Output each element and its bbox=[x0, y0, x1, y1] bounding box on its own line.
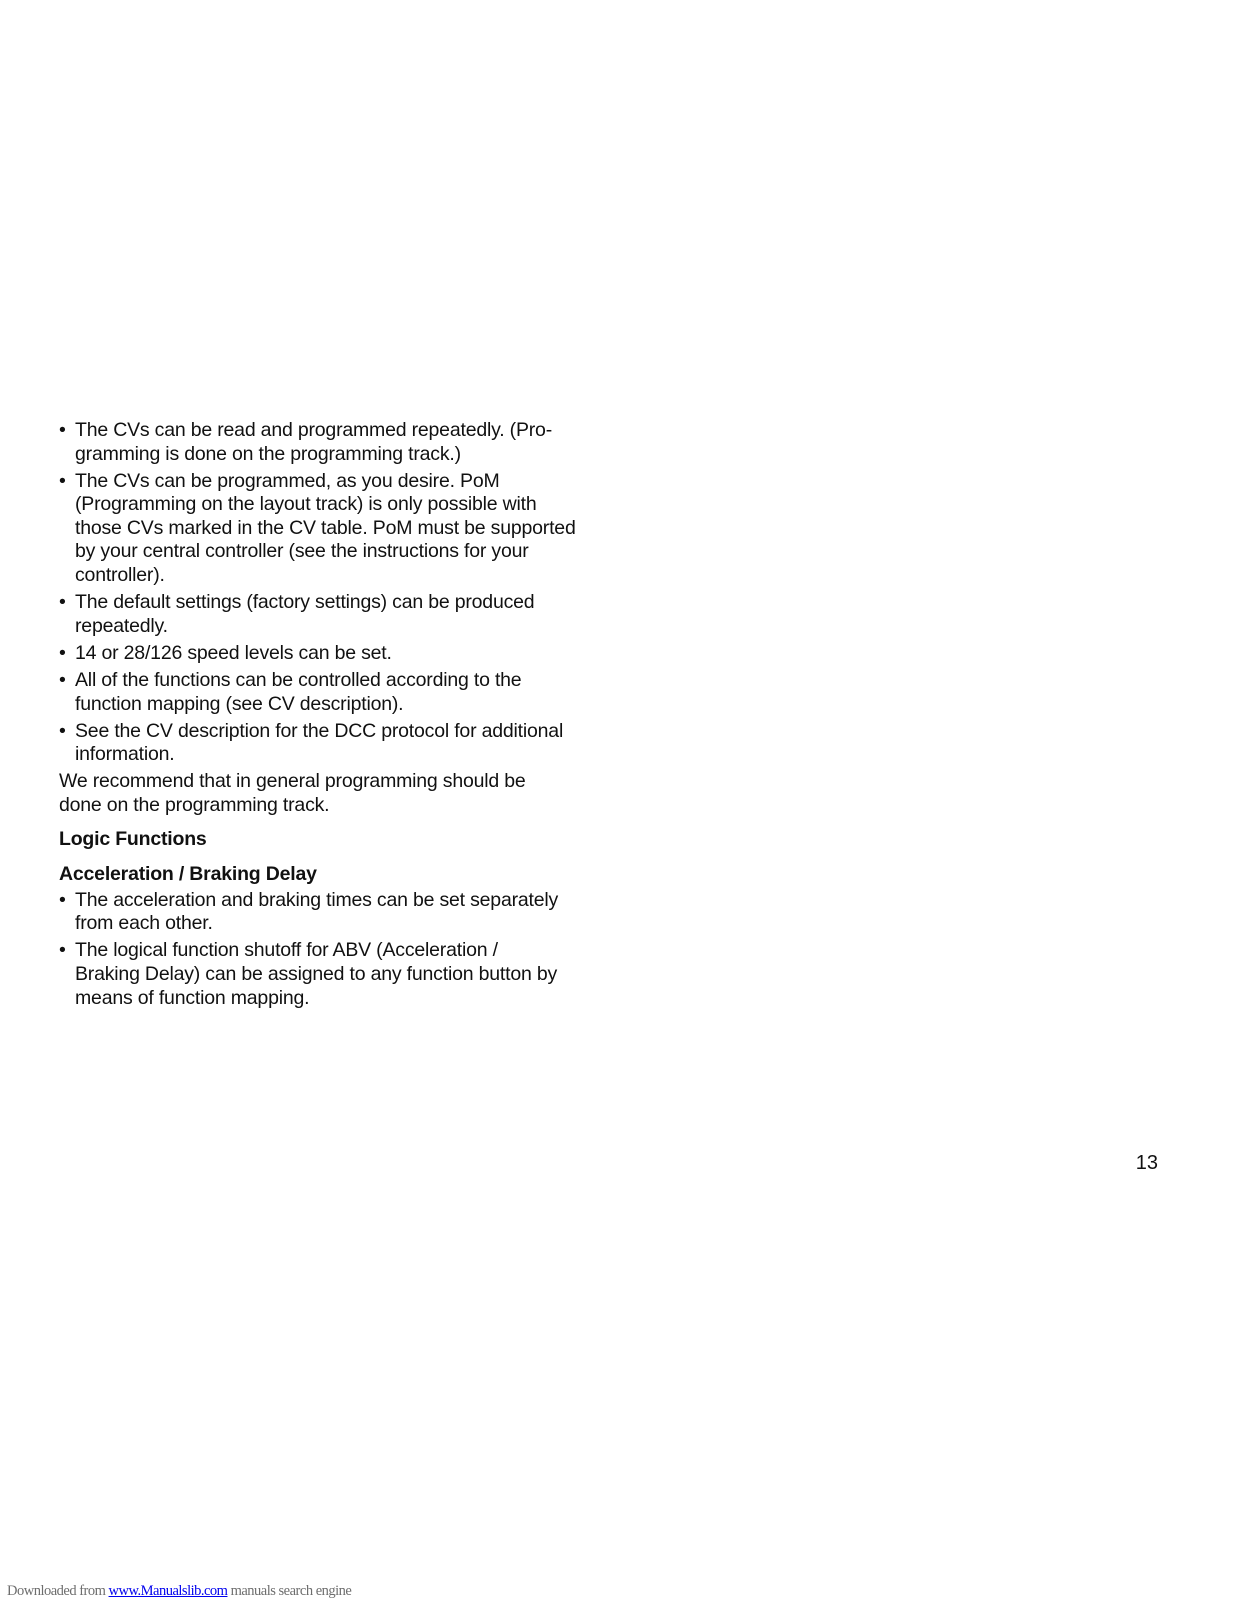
bullet-icon: • bbox=[59, 668, 66, 691]
footer-prefix: Downloaded from bbox=[7, 1583, 109, 1599]
page-number: 13 bbox=[1135, 1152, 1158, 1174]
manualslib-link[interactable]: www.Manualslib.com bbox=[108, 1583, 228, 1599]
acceleration-list bbox=[59, 889, 599, 1010]
list-item-text: The default settings (factory settings) can be produced repeatedly. bbox=[75, 591, 535, 637]
list-item-text: All of the functions can be controlled according to the function mapping (see CV description). bbox=[75, 668, 522, 715]
list-item-text: The CVs can be programmed, as you desire. PoM (Programming on the layout track) is only possible with those CVs marked in the CV table. PoM must be supported by your central controller (see the instructions for your controller). bbox=[75, 469, 576, 587]
bullet-icon: • bbox=[59, 641, 66, 664]
list-item bbox=[59, 591, 599, 638]
list-item-text: The acceleration and braking times can be set separately from each other. bbox=[75, 888, 559, 935]
list-item bbox=[59, 939, 599, 1010]
list-item-text: 14 or 28/126 speed levels can be set. bbox=[75, 641, 392, 664]
list-item bbox=[59, 720, 599, 767]
bullet-icon: • bbox=[59, 419, 66, 441]
recommendation-paragraph: We recommend that in general programming should be done on the programming track. bbox=[59, 770, 526, 816]
heading-acceleration-braking-delay: Acceleration / Braking Delay bbox=[59, 863, 317, 886]
list-item bbox=[59, 642, 599, 666]
list-item bbox=[59, 419, 599, 466]
list-item bbox=[59, 669, 599, 716]
bullet-icon: • bbox=[59, 469, 66, 492]
list-item-text: The CVs can be read and programmed repeatedly. (Pro- gramming is done on the programming track.) bbox=[75, 419, 552, 465]
list-item-text: See the CV description for the DCC protocol for additional information. bbox=[75, 719, 564, 766]
bullet-icon: • bbox=[59, 939, 66, 962]
heading-logic-functions: Logic Functions bbox=[59, 827, 207, 850]
cv-feature-list bbox=[59, 419, 599, 767]
list-item bbox=[59, 889, 599, 936]
bullet-icon: • bbox=[59, 591, 66, 614]
bullet-icon: • bbox=[59, 888, 66, 911]
download-footer bbox=[7, 1583, 351, 1600]
bullet-icon: • bbox=[59, 719, 66, 742]
text-column bbox=[59, 419, 599, 1014]
list-item-text: The logical function shutoff for ABV (Acceleration / Braking Delay) can be assigned to any function button by means of function mapping. bbox=[75, 939, 558, 1009]
footer-suffix: manuals search engine bbox=[227, 1583, 352, 1599]
list-item bbox=[59, 470, 599, 588]
